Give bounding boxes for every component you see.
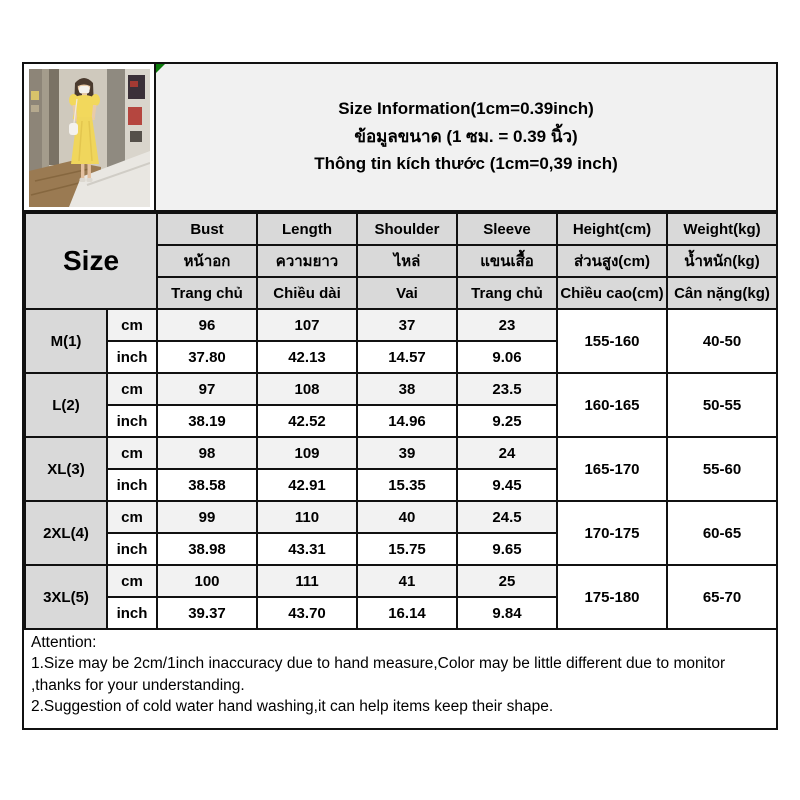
cell-value: 37 xyxy=(357,309,457,341)
size-header: Size xyxy=(25,213,157,309)
cell-value: 24.5 xyxy=(457,501,557,533)
cell-value: 24 xyxy=(457,437,557,469)
cell-value: 9.25 xyxy=(457,405,557,437)
cell-value: 99 xyxy=(157,501,257,533)
cell-value: 40 xyxy=(357,501,457,533)
height-range: 160-165 xyxy=(557,373,667,437)
cell-value: 39.37 xyxy=(157,597,257,629)
attention-line-1: 1.Size may be 2cm/1inch inaccuracy due to hand measure,Color may be little different due to monitor ,thanks for your understanding. xyxy=(31,655,726,694)
table-row xyxy=(25,437,777,469)
cell-value: 25 xyxy=(457,565,557,597)
cell-value: 38.19 xyxy=(157,405,257,437)
col-header-length-th: ความยาว xyxy=(257,245,357,277)
weight-range: 50-55 xyxy=(667,373,777,437)
attention-heading: Attention: xyxy=(31,634,97,651)
table-row xyxy=(25,309,777,341)
cell-value: 38 xyxy=(357,373,457,405)
cell-value: 9.65 xyxy=(457,533,557,565)
height-range: 165-170 xyxy=(557,437,667,501)
cell-value: 42.52 xyxy=(257,405,357,437)
attention-line-2: 2.Suggestion of cold water hand washing,it can help items keep their shape. xyxy=(31,698,554,716)
product-photo-cell xyxy=(24,64,156,210)
cell-value: 38.58 xyxy=(157,469,257,501)
col-header-height-vi: Chiều cao(cm) xyxy=(557,277,667,309)
size-label: M(1) xyxy=(25,309,107,373)
unit-label: inch xyxy=(107,469,157,501)
cell-value: 9.06 xyxy=(457,341,557,373)
col-header-bust: Bust xyxy=(157,213,257,245)
size-label: L(2) xyxy=(25,373,107,437)
weight-range: 65-70 xyxy=(667,565,777,629)
weight-range: 60-65 xyxy=(667,501,777,565)
size-label: 3XL(5) xyxy=(25,565,107,629)
col-header-bust-th: หน้าอก xyxy=(157,245,257,277)
product-photo xyxy=(29,69,150,207)
col-header-height-th: ส่วนสูง(cm) xyxy=(557,245,667,277)
cell-value: 43.31 xyxy=(257,533,357,565)
cell-value: 14.96 xyxy=(357,405,457,437)
unit-label: cm xyxy=(107,373,157,405)
unit-label: inch xyxy=(107,533,157,565)
title-block xyxy=(156,64,776,210)
cell-value: 42.13 xyxy=(257,341,357,373)
cell-value: 43.70 xyxy=(257,597,357,629)
header-row-english xyxy=(25,213,777,245)
size-label: 2XL(4) xyxy=(25,501,107,565)
height-range: 170-175 xyxy=(557,501,667,565)
cell-value: 98 xyxy=(157,437,257,469)
unit-label: cm xyxy=(107,565,157,597)
cell-value: 41 xyxy=(357,565,457,597)
col-header-length: Length xyxy=(257,213,357,245)
cell-value: 9.45 xyxy=(457,469,557,501)
cell-value: 15.35 xyxy=(357,469,457,501)
unit-label: inch xyxy=(107,341,157,373)
height-range: 175-180 xyxy=(557,565,667,629)
unit-label: cm xyxy=(107,501,157,533)
cell-value: 37.80 xyxy=(157,341,257,373)
unit-label: cm xyxy=(107,437,157,469)
table-row xyxy=(25,501,777,533)
col-header-weight-vi: Cân nặng(kg) xyxy=(667,277,777,309)
cell-value: 100 xyxy=(157,565,257,597)
height-range: 155-160 xyxy=(557,309,667,373)
col-header-length-vi: Chiều dài xyxy=(257,277,357,309)
cell-value: 107 xyxy=(257,309,357,341)
unit-label: cm xyxy=(107,309,157,341)
header-section xyxy=(24,64,776,212)
unit-label: inch xyxy=(107,597,157,629)
cell-value: 9.84 xyxy=(457,597,557,629)
col-header-weight: Weight(kg) xyxy=(667,213,777,245)
table-row xyxy=(25,373,777,405)
attention-note xyxy=(24,630,776,728)
col-header-shoulder-th: ไหล่ xyxy=(357,245,457,277)
unit-label: inch xyxy=(107,405,157,437)
col-header-shoulder: Shoulder xyxy=(357,213,457,245)
cell-value: 109 xyxy=(257,437,357,469)
title-vietnamese: Thông tin kích thước (1cm=0,39 inch) xyxy=(314,154,618,174)
col-header-sleeve: Sleeve xyxy=(457,213,557,245)
col-header-sleeve-th: แขนเสื้อ xyxy=(457,245,557,277)
col-header-sleeve-vi: Trang chủ xyxy=(457,277,557,309)
cell-value: 16.14 xyxy=(357,597,457,629)
title-thai: ข้อมูลขนาด (1 ซม. = 0.39 นิ้ว) xyxy=(354,126,578,146)
cell-value: 110 xyxy=(257,501,357,533)
col-header-height: Height(cm) xyxy=(557,213,667,245)
cell-value: 111 xyxy=(257,565,357,597)
cell-value: 38.98 xyxy=(157,533,257,565)
cell-value: 14.57 xyxy=(357,341,457,373)
cell-value: 23.5 xyxy=(457,373,557,405)
cell-value: 108 xyxy=(257,373,357,405)
cell-value: 23 xyxy=(457,309,557,341)
col-header-bust-vi: Trang chủ xyxy=(157,277,257,309)
cell-value: 42.91 xyxy=(257,469,357,501)
cell-value: 15.75 xyxy=(357,533,457,565)
col-header-weight-th: น้ำหนัก(kg) xyxy=(667,245,777,277)
title-english: Size Information(1cm=0.39inch) xyxy=(338,98,594,118)
weight-range: 40-50 xyxy=(667,309,777,373)
col-header-shoulder-vi: Vai xyxy=(357,277,457,309)
size-label: XL(3) xyxy=(25,437,107,501)
cell-value: 97 xyxy=(157,373,257,405)
size-table xyxy=(24,212,778,630)
cell-value: 96 xyxy=(157,309,257,341)
cell-value: 39 xyxy=(357,437,457,469)
size-info-sheet xyxy=(22,62,778,730)
weight-range: 55-60 xyxy=(667,437,777,501)
table-row xyxy=(25,565,777,597)
